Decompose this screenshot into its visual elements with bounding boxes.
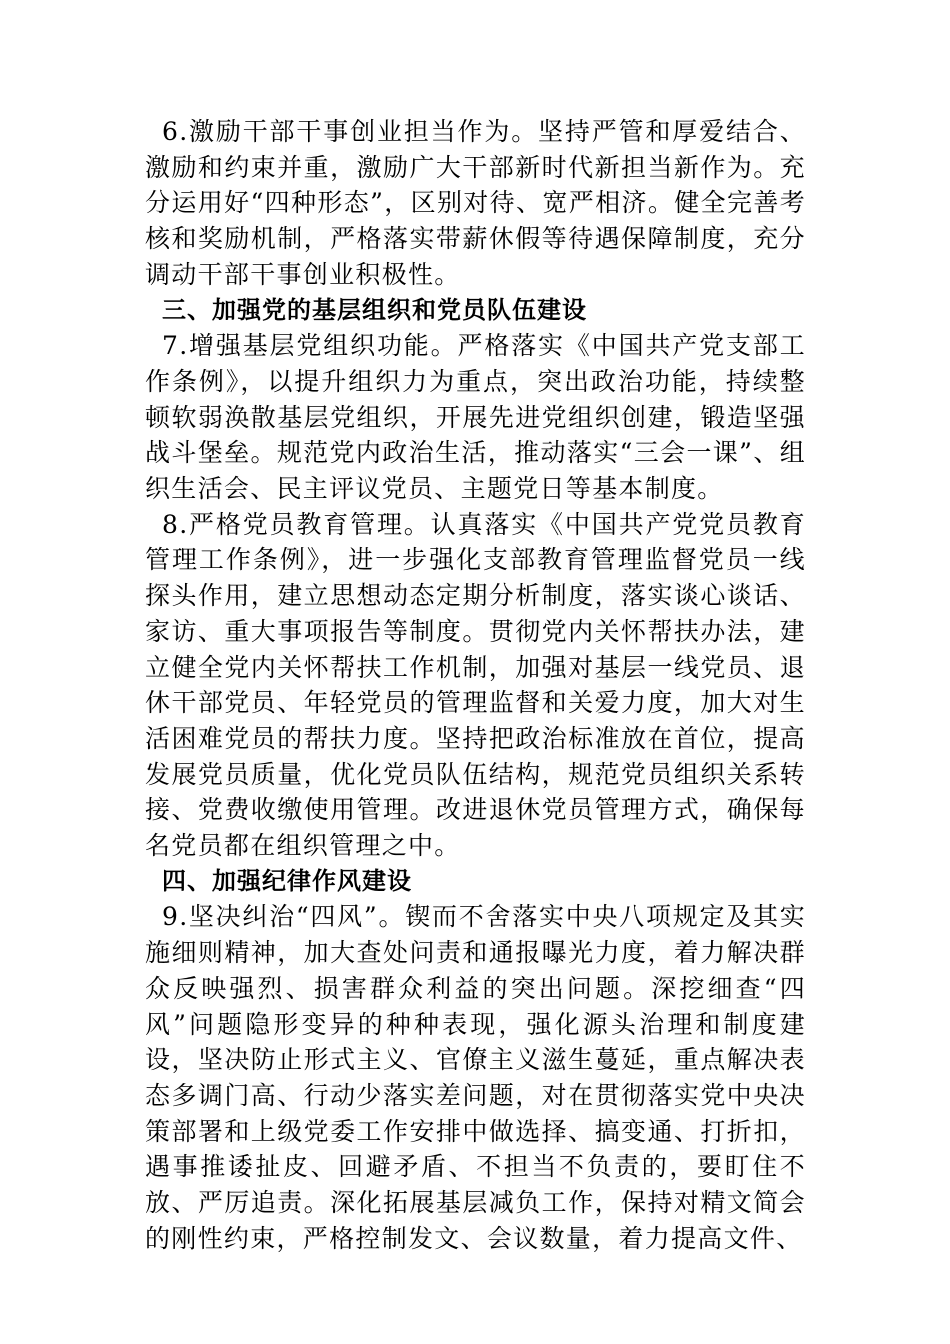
paragraph-item-9: 9.坚决纠治“四风”。锲而不舍落实中央八项规定及其实施细则精神，加大查处问责和通报曝光力度，着力解决群众反映强烈、损害群众利益的突出问题。深挖细查“四风”问题隐形变异的种种表现，强化源头治理和制度建设，坚决防止形式主义、官僚主义滋生蔓延，重点解决表态多调门高、行动少落实差问题，对在贯彻落实党中央决策部署和上级党委工作安排中做选择、搞变通、打折扣，遇事推诿扯皮、回避矛盾、不担当不负责的，要盯住不放、严厉追责。深化拓展基层减负工作，保持对精文简会的刚性约束，严格控制发文、会议数量，着力提高文件、 <box>145 902 806 1253</box>
document-page <box>145 114 806 1257</box>
paragraph-item-6: 6.激励干部干事创业担当作为。坚持严管和厚爱结合、激励和约束并重，激励广大干部新时代新担当新作为。充分运用好“四种形态”，区别对待、宽严相济。健全完善考核和奖励机制，严格落实带薪休假等待遇保障制度，充分调动干部干事创业积极性。 <box>145 117 806 289</box>
section-heading-3: 三、加强党的基层组织和党员队伍建设 <box>162 295 587 324</box>
paragraph-item-8: 8.严格党员教育管理。认真落实《中国共产党党员教育管理工作条例》，进一步强化支部教育管理监督党员一线探头作用，建立思想动态定期分析制度，落实谈心谈话、家访、重大事项报告等制度。贯彻党内关怀帮扶办法，建立健全党内关怀帮扶工作机制，加强对基层一线党员、退休干部党员、年轻党员的管理监督和关爱力度，加大对生活困难党员的帮扶力度。坚持把政治标准放在首位，提高发展党员质量，优化党员队伍结构，规范党员组织关系转接、党费收缴使用管理。改进退休党员管理方式，确保每名党员都在组织管理之中。 <box>145 509 806 861</box>
paragraph-item-7: 7.增强基层党组织功能。严格落实《中国共产党支部工作条例》，以提升组织力为重点，突出政治功能，持续整顿软弱涣散基层党组织，开展先进党组织创建，锻造坚强战斗堡垒。规范党内政治生活，推动落实“三会一课”、组织生活会、民主评议党员、主题党日等基本制度。 <box>145 331 806 504</box>
section-heading-4: 四、加强纪律作风建设 <box>162 866 412 895</box>
